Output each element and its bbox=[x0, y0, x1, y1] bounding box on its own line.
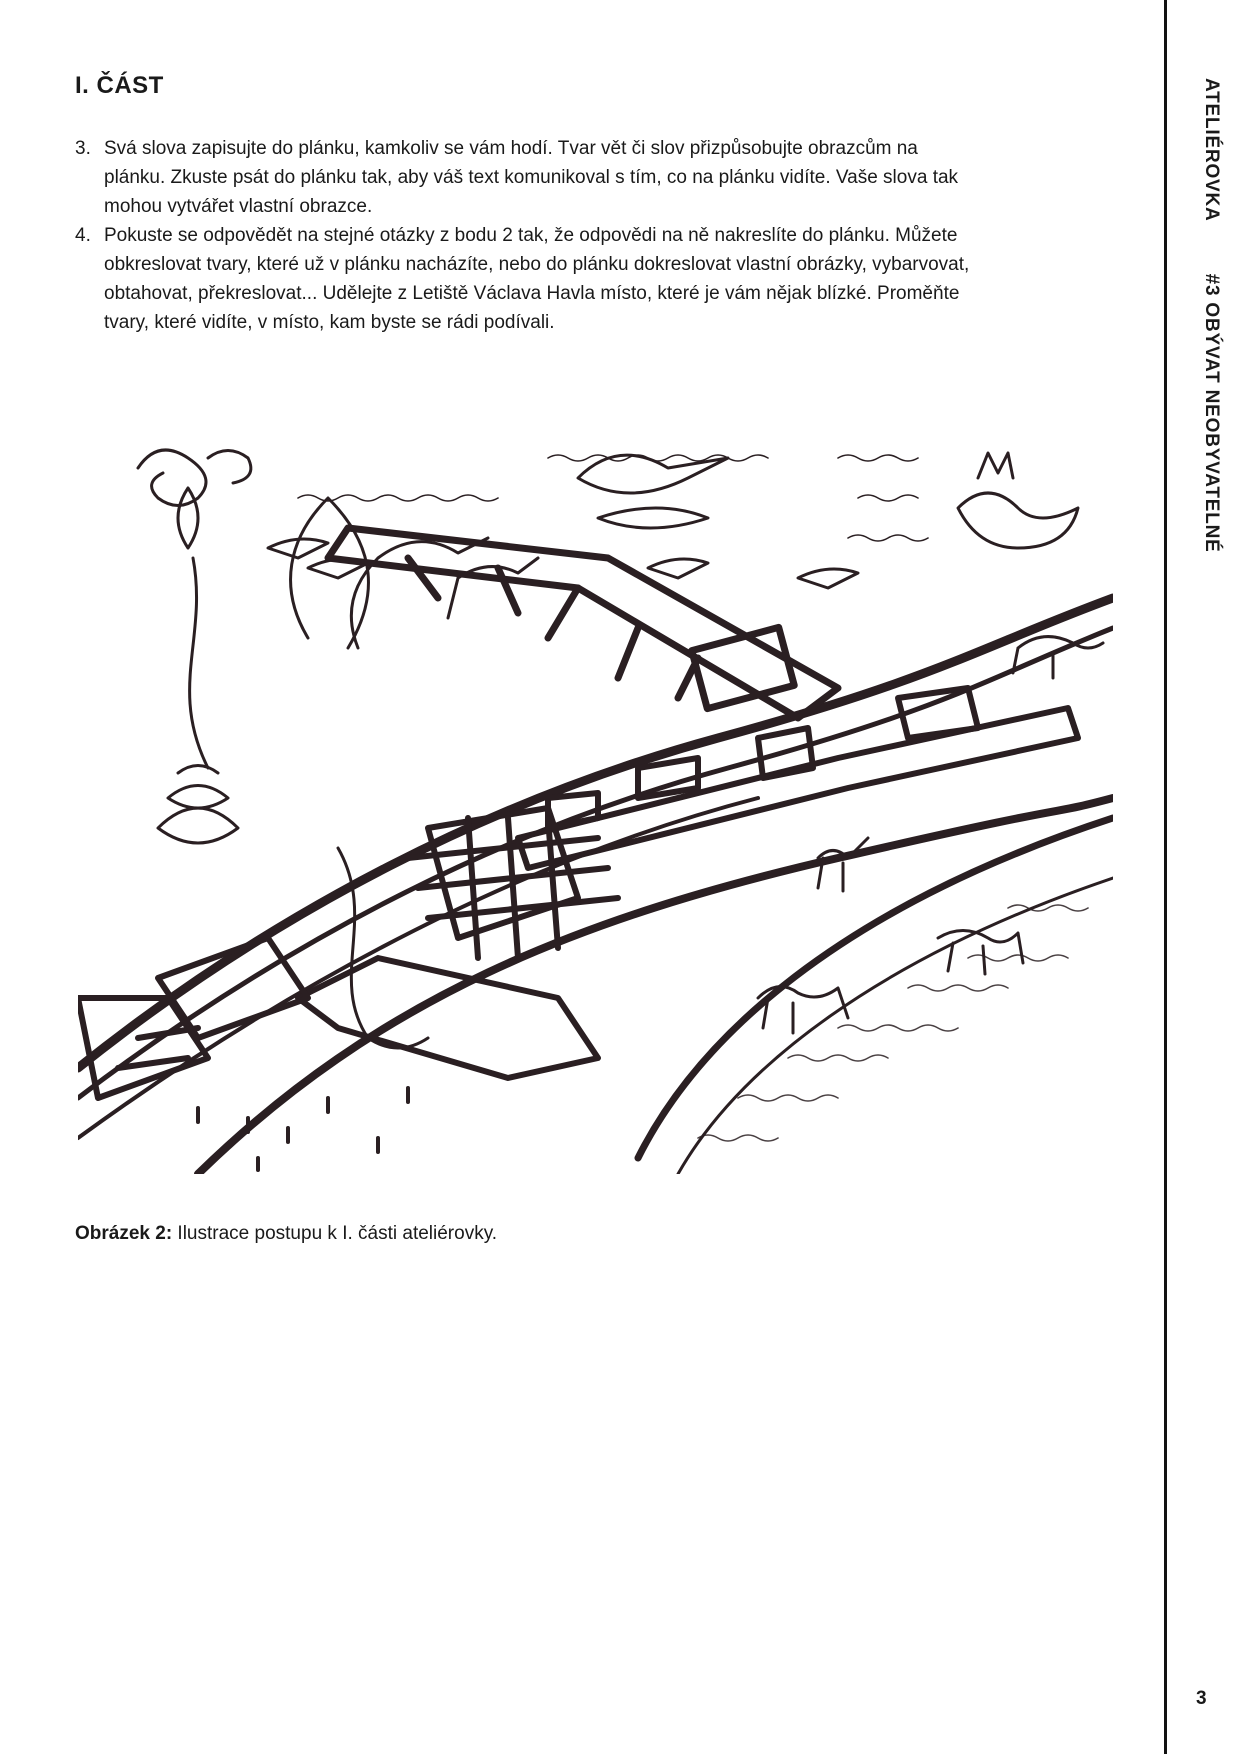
section-heading: I. ČÁST bbox=[75, 72, 164, 99]
list-item bbox=[75, 134, 975, 221]
list-item bbox=[75, 221, 975, 337]
running-header-course: ATELIÉROVKA bbox=[1201, 78, 1222, 222]
list-item-number: 3. bbox=[75, 138, 91, 159]
airport-plan-illustration bbox=[78, 438, 1113, 1174]
list-item-number: 4. bbox=[75, 225, 91, 246]
instruction-list bbox=[75, 134, 975, 337]
running-header-assignment: #3 OBÝVAT NEOBYVATELNÉ bbox=[1201, 273, 1222, 553]
figure-caption-text: Ilustrace postupu k I. části ateliérovky. bbox=[172, 1223, 498, 1244]
page-number: 3 bbox=[1196, 1688, 1207, 1709]
list-item-text: Svá slova zapisujte do plánku, kamkoliv se vám hodí. Tvar vět či slov přizpůsobujte obrazcům na plánku. Zkuste psát do plánku tak, aby váš text komunikoval s tím, co na plánku vidíte. Vaše slova tak mohou vytvářet vlastní obrazce. bbox=[104, 138, 959, 217]
figure-caption-label: Obrázek 2: bbox=[75, 1223, 173, 1244]
side-divider bbox=[1164, 0, 1167, 1754]
running-header bbox=[1200, 78, 1222, 553]
list-item-text: Pokuste se odpovědět na stejné otázky z bodu 2 tak, že odpovědi na ně nakreslíte do plánku. Můžete obkreslovat tvary, které už v plánku nacházíte, nebo do plánku dokreslovat vlastní obrázky, vybarvovat, obtahovat, překreslovat... Udělejte z Letiště Václava Havla místo, které je vám nějak blízké. Proměňte tvary, které vidíte, v místo, kam byste se rádi podívali. bbox=[104, 225, 970, 333]
figure-caption bbox=[75, 1223, 497, 1245]
